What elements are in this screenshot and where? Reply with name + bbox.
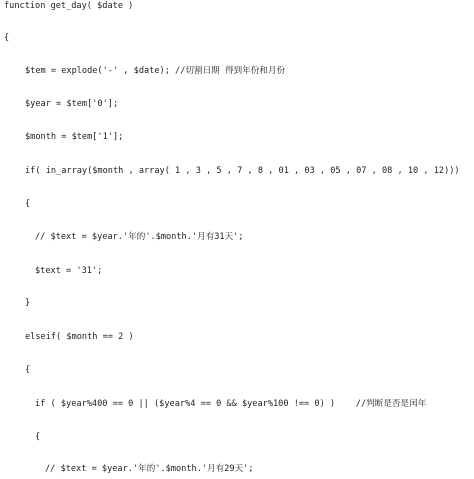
code-line: if ( $year%400 == 0 || ($year%4 == 0 && $year%100 !== 0) ) //判断是否是闰年 [35, 399, 427, 409]
code-line: // $text = $year.'年的'.$month.'月有31天'; [35, 232, 244, 242]
code-line: // $text = $year.'年的'.$month.'月有29天'; [45, 464, 254, 474]
code-line: { [35, 432, 41, 442]
code-line: if( in_array($month , array( 1 , 3 , 5 , 7 , 8 , 01 , 03 , 05 , 07 , 08 , 10 , 12))) [25, 166, 460, 176]
code-line: $year = $tem['0']; [25, 99, 119, 109]
code-line: { [25, 199, 31, 209]
code-line: function get_day( $date ) [4, 1, 134, 11]
code-line: { [4, 33, 10, 43]
code-line: $month = $tem['1']; [25, 132, 124, 142]
code-line: $tem = explode('-' , $date); //切割日期 得到年份和月份 [25, 66, 286, 76]
code-line: } [25, 298, 31, 308]
code-line: elseif( $month == 2 ) [25, 332, 134, 342]
code-line: { [25, 365, 31, 375]
code-line: $text = '31'; [35, 266, 103, 276]
